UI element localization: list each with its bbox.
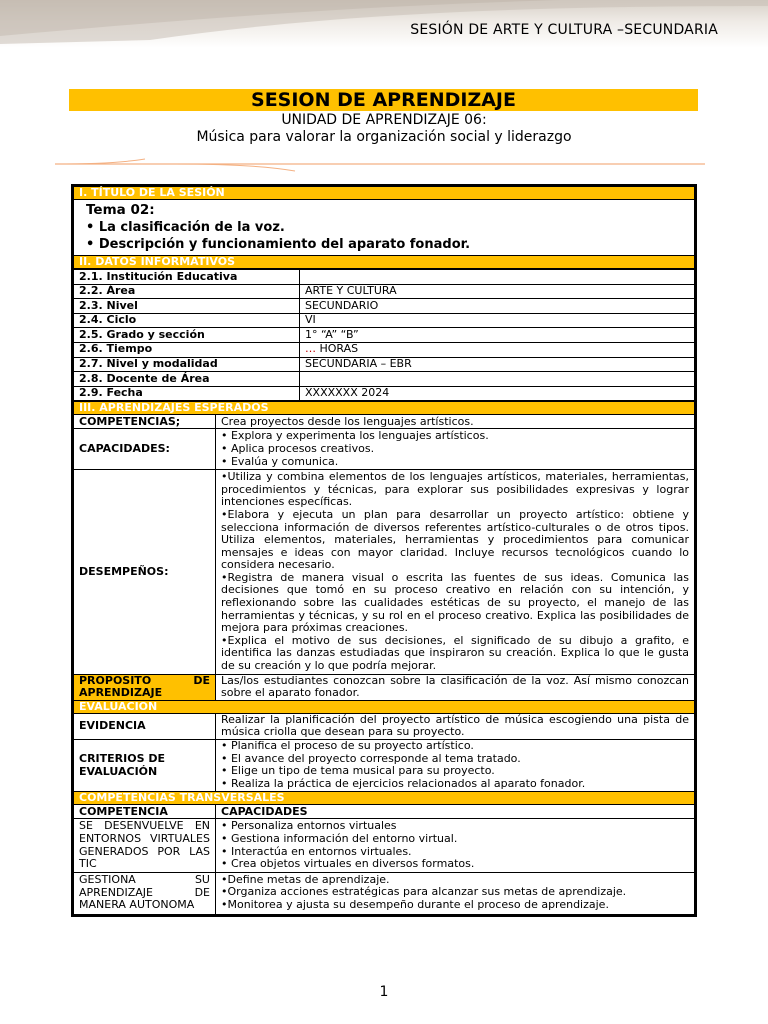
capacidades-list [216,819,695,872]
list-item: •Elabora y ejecuta un plan para desarrollar un proyecto artístico: obtiene y selecciona información de diversos referentes artístico-culturales o de otros tipos. Utiliza elementos, materiales, herramientas y procedimientos para comunicar mensajes e ideas con mayor claridad. Incluye recursos tecnológicos cuando lo considera necesario. [221,507,689,572]
section-header-aprendizajes: III. APRENDIZAJES ESPERADOS [74,402,695,415]
list-item: •Monitorea y ajusta su desempeño durante el proceso de aprendizaje. [221,897,609,911]
col-header-competencia: COMPETENCIA [74,805,216,819]
divider-ornament [55,158,715,172]
desempenos-label: DESEMPEÑOS: [74,470,216,675]
desempenos-list [216,470,695,675]
tema-label: Tema 02: [86,202,155,218]
datos-row: 2.3. Nivel SECUNDARIO [74,299,695,314]
competencias-label: COMPETENCIAS; [74,415,216,429]
list-item: • Crea objetos virtuales en diversos formatos. [221,857,475,871]
aprendizajes-table [73,401,695,914]
list-item: • Realiza la práctica de ejercicios relacionados al aparato fonador. [221,776,586,790]
list-item: • Explora y experimenta los lenguajes artísticos. [221,429,489,443]
list-item: •Registra de manera visual o escrita las fuentes de sus ideas. Comunica las decisiones que tomó en su proceso creativo en relación con su intención, y reflexionando sobre las cualidades estéticas de su proyecto, el manejo de las herramientas y técnicas, y su rol en el proceso creativo. Explica las posibilidades de mejora para próximas creaciones. [221,570,689,635]
list-item: • Aplica procesos creativos. [221,441,375,455]
unit-label: UNIDAD DE APRENDIZAJE 06: [281,112,487,128]
datos-row: 2.9. Fecha XXXXXXX 2024 [74,386,695,401]
header-title: SESIÓN DE ARTE Y CULTURA –SECUNDARIA [410,22,718,38]
capacidades-list [216,429,695,470]
datos-row: 2.6. Tiempo … HORAS [74,342,695,357]
competencias-value: Crea proyectos desde los lenguajes artísticos. [216,415,695,429]
list-item: • Evalúa y comunica. [221,454,339,468]
capacidades-list [216,872,695,914]
list-item: •Organiza acciones estratégicas para alcanzar sus metas de aprendizaje. [221,885,627,899]
list-item: • Planifica el proceso de su proyecto artístico. [221,739,474,752]
list-item: • El avance del proyecto corresponde al tema tratado. [221,751,521,765]
datos-row: 2.1. Institución Educativa [74,270,695,285]
unit-title: Música para valorar la organización social y liderazgo [196,129,572,145]
datos-row: 2.5. Grado y sección 1° “A” “B” [74,328,695,343]
section-header-datos: II. DATOS INFORMATIVOS [74,256,695,269]
datos-row: 2.7. Nivel y modalidad SECUNDARIA – EBR [74,357,695,372]
competencia-value: SE DESENVUELVE EN ENTORNOS VIRTUALES GENERADOS POR LAS TIC [74,819,216,872]
section-header-evaluacion: EVALUACION [74,700,695,713]
proposito-label: PROPOSITO DE APRENDIZAJE [74,674,216,700]
list-item: • Elige un tipo de tema musical para su proyecto. [221,764,495,778]
evidencia-label: EVIDENCIA [74,713,216,739]
list-item: • Gestiona información del entorno virtual. [221,831,458,845]
datos-row: 2.2. Área ARTE Y CULTURA [74,284,695,299]
table-row [74,819,695,872]
list-item: • Personaliza entornos virtuales [221,819,397,833]
capacidades-label: CAPACIDADES: [74,429,216,470]
evidencia-value: Realizar la planificación del proyecto artístico de música escogiendo una pista de música criolla que desean para su proyecto. [216,713,695,739]
col-header-capacidades: CAPACIDADES [216,805,695,819]
datos-table [73,269,695,401]
tema-item: • La clasificación de la voz. [86,220,285,235]
section-header-titulo: I. TÍTULO DE LA SESIÓN [74,187,695,200]
page-number: 1 [379,984,389,1000]
criterios-label: CRITERIOS DE EVALUACIÓN [74,740,216,792]
tema-item: • Descripción y funcionamiento del aparato fonador. [86,237,471,252]
tema-cell [74,200,695,256]
criterios-list [216,740,695,792]
datos-row: 2.8. Docente de Área [74,372,695,387]
datos-row: 2.4. Ciclo VI [74,313,695,328]
list-item: •Define metas de aprendizaje. [221,872,390,886]
proposito-value: Las/los estudiantes conozcan sobre la clasificación de la voz. Así mismo conozcan sobre el aparato fonador. [216,674,695,700]
competencia-value: GESTIONA SU APRENDIZAJE DE MANERA AUTONOMA [74,872,216,914]
session-document [71,184,697,917]
section-header-transversales: COMPETENCIAS TRANSVERSALES [74,792,695,805]
list-item: •Utiliza y combina elementos de los lenguajes artísticos, materiales, herramientas, procedimientos y técnicas, para explorar sus posibilidades expresivas y lograr intenciones específicas. [221,470,689,509]
page-title: SESION DE APRENDIZAJE [69,89,698,111]
table-row [74,872,695,914]
list-item: •Explica el motivo de sus decisiones, el significado de su dibujo a grafito, e identifica las danzas estudiadas que inspiraron su creación. Explica lo que le gusta de su creación y lo que podría mejorar. [221,633,689,673]
list-item: • Interactúa en entornos virtuales. [221,844,412,858]
time-placeholder: … [305,342,316,356]
